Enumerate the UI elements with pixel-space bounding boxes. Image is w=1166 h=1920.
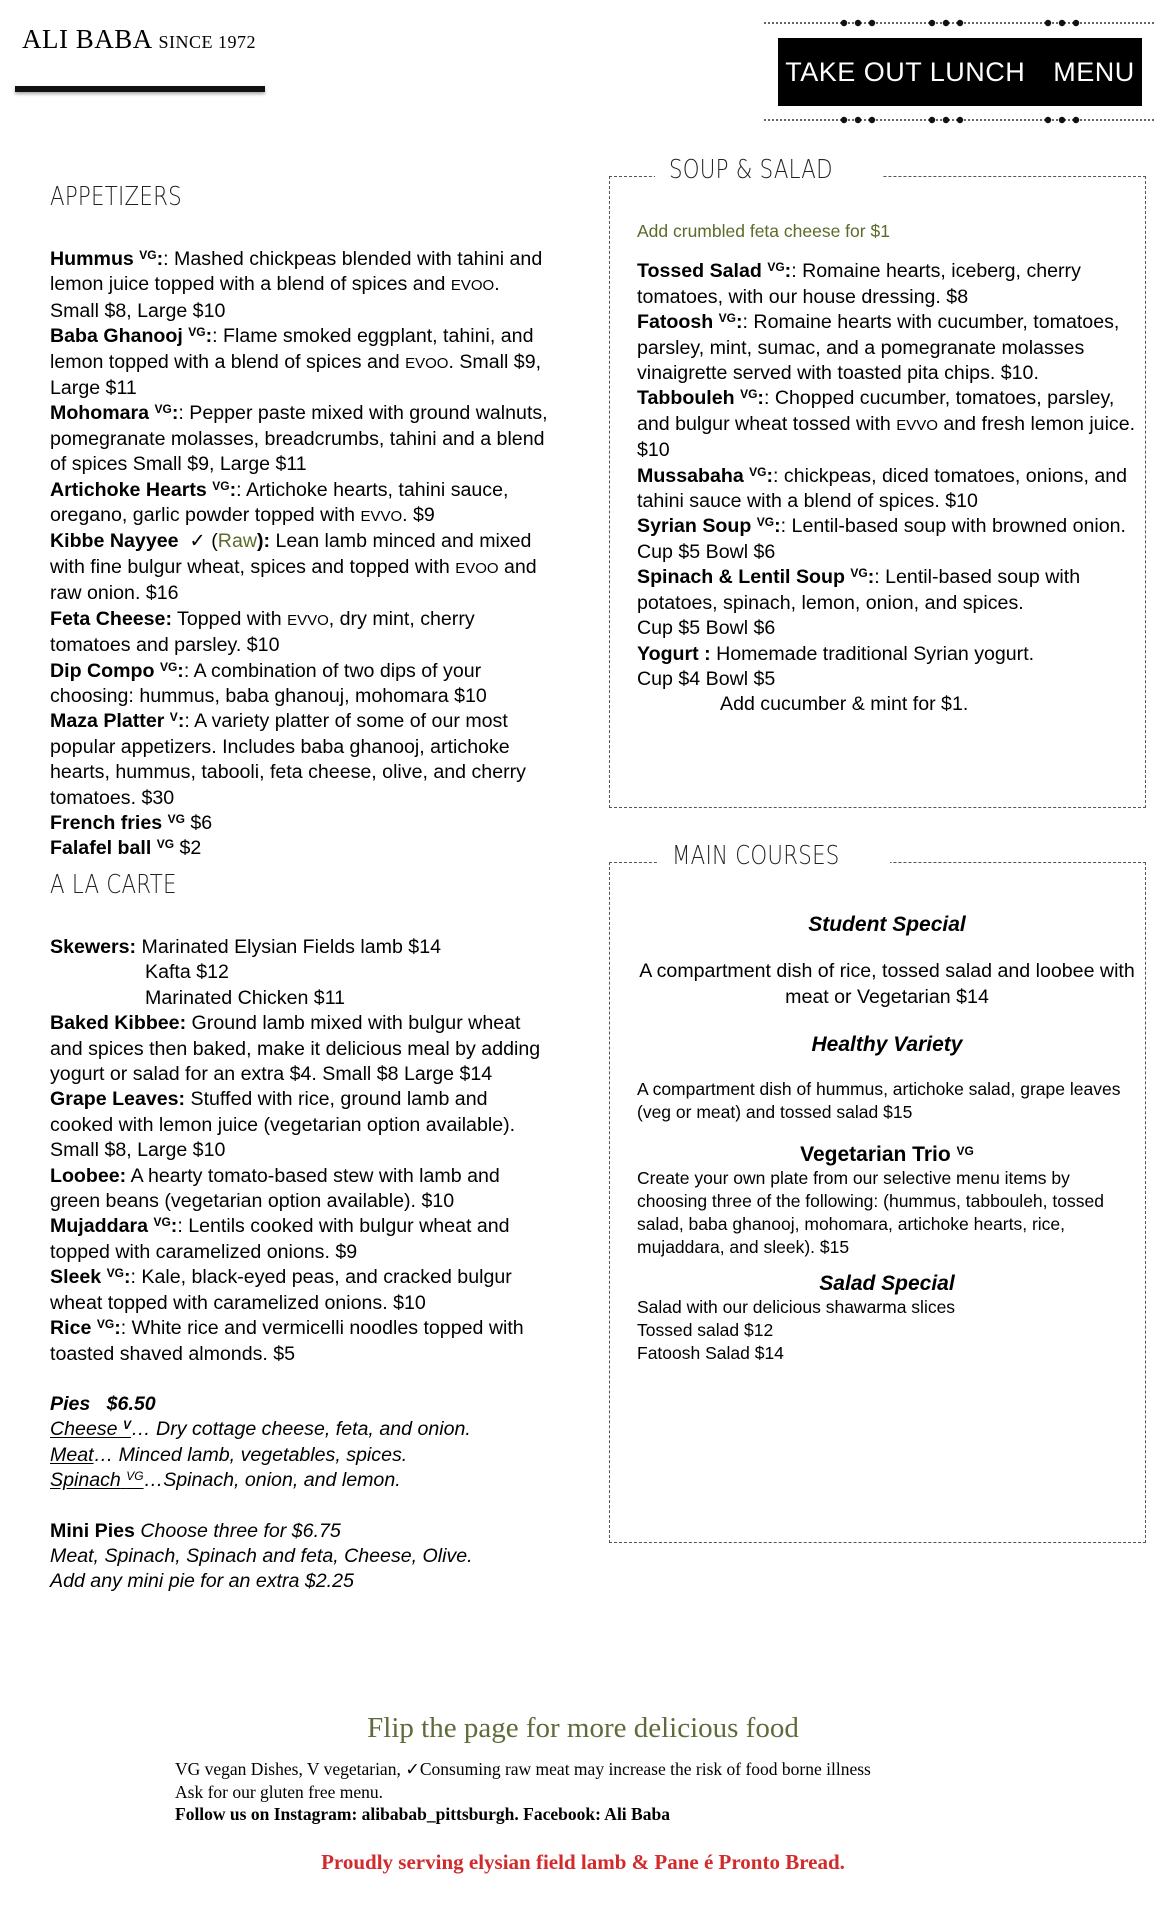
item-hummus: Hummus $^{VG}$:: Mashed chickpeas blended with tahini and lemon juice topped with a blend of spices and EVOO. Small $8, Large $10 xyxy=(50,248,543,322)
item-syrian-soup: Syrian Soup $^{VG}$:: Lentil-based soup with browned onion. Cup $5 Bowl $6 xyxy=(637,515,1126,563)
item-spinach-lentil-price: Cup $5 Bowl $6 xyxy=(637,617,776,640)
brand-underline xyxy=(15,86,265,92)
footer-notes xyxy=(175,1758,1075,1826)
item-grape-leaves: Grape Leaves: Stuffed with rice, ground lamb and cooked with lemon juice (vegetarian option available). Small $8, Large $10 xyxy=(50,1088,516,1162)
flip-page-note: Flip the page for more delicious food xyxy=(367,1712,799,1744)
item-mohomara: Mohomara $^{VG}$:: Pepper paste mixed with ground walnuts, pomegranate molasses, breadcrumbs, tahini and a blend of spices Small $9, Large $11 xyxy=(50,402,548,476)
item-artichoke-hearts: Artichoke Hearts $^{VG}$:: Artichoke hearts, tahini sauce, oregano, garlic powder topped with EVVO. $9 xyxy=(50,478,509,527)
student-special-title: Student Special xyxy=(808,913,966,936)
vegetarian-trio-title: Vegetarian Trio $^{VG}$ xyxy=(800,1142,974,1166)
item-yogurt: Yogurt : Homemade traditional Syrian yogurt. xyxy=(637,642,1035,665)
item-yogurt-add: Add cucumber & mint for $1. xyxy=(720,693,969,716)
item-rice: Rice $^{VG}$:: White rice and vermicelli noodles topped with toasted shaved almonds. $5 xyxy=(50,1317,524,1365)
main-courses-list xyxy=(637,912,1137,1365)
appetizers-list xyxy=(50,247,550,862)
healthy-variety-title: Healthy Variety xyxy=(811,1033,963,1057)
pie-spinach: Spinach $^{VG}$…Spinach, onion, and lemon. xyxy=(50,1469,401,1492)
salad-special-desc-3: Fatoosh Salad $14 xyxy=(637,1343,784,1364)
item-kibbe-nayyee: Kibbe Nayyee ✓ (Raw): Lean lamb minced and mixed with fine bulgur wheat, spices and topped with EVOO and raw onion. $16 xyxy=(50,530,537,605)
item-mussabaha: Mussabaha $^{VG}$:: chickpeas, diced tomatoes, onions, and tahini sauce with a blend of spices. $10 xyxy=(637,464,1128,513)
main-courses-heading: MAIN COURSES xyxy=(672,841,840,871)
title-take-out-lunch: TAKE OUT LUNCH xyxy=(785,56,1026,87)
mini-pies-options: Meat, Spinach, Spinach and feta, Cheese, Olive. xyxy=(50,1544,473,1567)
pies-heading: Pies $6.50 xyxy=(50,1392,156,1415)
pie-cheese: Cheese $^V$… Dry cottage cheese, feta, and onion. xyxy=(50,1418,471,1441)
gluten-free-note: Ask for our gluten free menu. xyxy=(175,1781,383,1802)
item-yogurt-price: Cup $4 Bowl $5 xyxy=(637,667,776,690)
soup-salad-label xyxy=(655,155,883,185)
vegetarian-trio-desc: Create your own plate from our selective menu items by choosing three of the following: (hummus, tabbouleh, tossed salad, baba ghanooj, mohomara, artichoke hearts, rice, mujaddara, and sleek). $15 xyxy=(637,1168,1104,1258)
item-spinach-lentil-soup: Spinach & Lentil Soup $^{VG}$:: Lentil-based soup with potatoes, spinach, lemon, onion, and spices. xyxy=(637,566,1081,614)
item-tabbouleh: Tabbouleh $^{VG}$:: Chopped cucumber, tomatoes, parsley, and bulgur wheat tossed with EVVO and fresh lemon juice. $10 xyxy=(637,387,1136,462)
brand-since: SINCE 1972 xyxy=(158,32,257,52)
legend-note: VG vegan Dishes, V vegetarian, ✓Consuming raw meat may increase the risk of food borne illness xyxy=(175,1759,871,1779)
social-links: Follow us on Instagram: alibabab_pittsburgh. Facebook: Ali Baba xyxy=(175,1804,670,1824)
item-baked-kibbee: Baked Kibbee: Ground lamb mixed with bulgur wheat and spices then baked, make it delicious meal by adding yogurt or salad for an extra $4. Small $8 Large $14 xyxy=(50,1012,541,1086)
main-courses-label xyxy=(658,841,890,871)
soup-salad-list xyxy=(637,219,1137,718)
item-maza-platter: Maza Platter $^V$:: A variety platter of some of our most popular appetizers. Includes baba ghanooj, artichoke hearts, hummus, tabooli, feta cheese, olive, and cherry tomatoes. $30 xyxy=(50,710,526,809)
item-sleek: Sleek $^{VG}$:: Kale, black-eyed peas, and cracked bulgur wheat topped with caramelized onions. $10 xyxy=(50,1266,512,1314)
soup-salad-heading: SOUP & SALAD xyxy=(669,155,833,185)
alacarte-heading: A LA CARTE xyxy=(50,870,177,900)
brand-name: ALI BABA xyxy=(22,24,152,54)
salad-special-desc-1: Salad with our delicious shawarma slices xyxy=(637,1297,956,1318)
title-menu: MENU xyxy=(1053,56,1135,87)
item-feta-cheese: Feta Cheese: Topped with EVVO, dry mint, cherry tomatoes and parsley. $10 xyxy=(50,607,475,657)
item-mujaddara: Mujaddara $^{VG}$:: Lentils cooked with bulgur wheat and topped with caramelized onions. $9 xyxy=(50,1215,510,1263)
item-tossed-salad: Tossed Salad $^{VG}$:: Romaine hearts, iceberg, cherry tomatoes, with our house dressing. $8 xyxy=(637,260,1081,308)
pie-meat: Meat… Minced lamb, vegetables, spices. xyxy=(50,1443,408,1466)
feta-note: Add crumbled feta cheese for $1 xyxy=(637,221,890,241)
item-falafel-ball: Falafel ball $^{VG}$ $2 xyxy=(50,837,202,860)
item-french-fries: French fries $^{VG}$ $6 xyxy=(50,811,213,834)
mini-pies-extra: Add any mini pie for an extra $2.25 xyxy=(50,1570,354,1593)
ornament-bottom xyxy=(762,115,1158,125)
item-skewers-kafta: Kafta $12 xyxy=(145,961,229,984)
item-skewers-chicken: Marinated Chicken $11 xyxy=(145,986,346,1009)
raw-check-icon: ✓ ( xyxy=(189,530,218,553)
healthy-variety-desc: A compartment dish of hummus, artichoke salad, grape leaves (veg or meat) and tossed salad $15 xyxy=(637,1078,1121,1122)
item-baba-ghanooj: Baba Ghanooj $^{VG}$:: Flame smoked eggplant, tahini, and lemon topped with a blend of spices and EVOO. Small $9, Large $11 xyxy=(50,325,542,400)
salad-special-title: Salad Special xyxy=(819,1272,955,1296)
item-fatoosh: Fatoosh $^{VG}$:: Romaine hearts with cucumber, tomatoes, parsley, mint, sumac, and a pomegranate molasses vinaigrette served with toasted pita chips. $10. xyxy=(637,311,1120,385)
item-skewers: Skewers: Marinated Elysian Fields lamb $14 xyxy=(50,936,441,958)
salad-special-desc-2: Tossed salad $12 xyxy=(637,1320,774,1341)
student-special-desc: A compartment dish of rice, tossed salad and loobee with meat or Vegetarian $14 xyxy=(639,960,1135,1008)
proudly-serving-note: Proudly serving elysian field lamb & Pane é Pronto Bread. xyxy=(321,1850,845,1874)
brand-logo xyxy=(22,24,256,55)
item-loobee: Loobee: A hearty tomato-based stew with lamb and green beans (vegetarian option available). $10 xyxy=(50,1164,500,1213)
mini-pies: Mini Pies Choose three for $6.75 xyxy=(50,1519,341,1542)
appetizers-heading: APPETIZERS xyxy=(50,182,182,212)
item-dip-compo: Dip Compo $^{VG}$:: A combination of two dips of your choosing: hummus, baba ghanouj, mohomara $10 xyxy=(50,659,487,707)
menu-title-box xyxy=(778,38,1142,106)
alacarte-list xyxy=(50,935,550,1595)
ornament-top xyxy=(762,18,1158,28)
